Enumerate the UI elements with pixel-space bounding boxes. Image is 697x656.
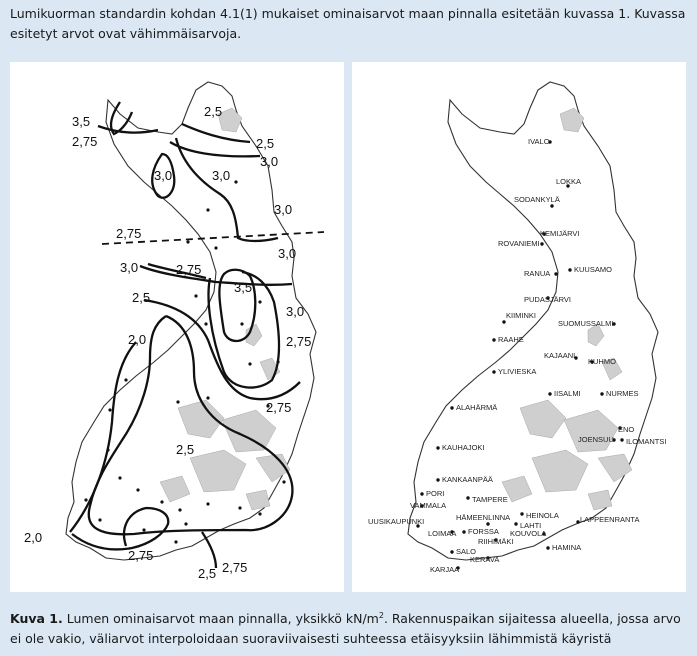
city-label: UUSIKAUPUNKI — [368, 517, 425, 526]
city-label: KARJAA — [430, 565, 460, 574]
city-label: ALAHÄRMÄ — [456, 403, 498, 412]
city-label: NURMES — [606, 389, 639, 398]
isoline-label: 3,0 — [212, 168, 231, 183]
city-label: RIIHIMÄKI — [478, 537, 514, 546]
city-label: LOKKA — [556, 177, 582, 186]
city-label: HEINOLA — [526, 511, 559, 520]
finland-outline — [66, 82, 316, 560]
city-label: SUOMUSSALMI — [558, 319, 614, 328]
figure-caption — [10, 606, 690, 649]
city-label: LAPPEENRANTA — [580, 515, 640, 524]
city-label: KUHMO — [588, 357, 616, 366]
city-label: PUDASJÄRVI — [524, 295, 571, 304]
isoline-label: 3,0 — [278, 246, 297, 261]
city-label: KERAVA — [470, 555, 500, 564]
isoline-label: 2,5 — [176, 442, 195, 457]
city-label: HÄMEENLINNA — [456, 513, 511, 522]
city-label: VAMMALA — [410, 501, 447, 510]
city-label: LOIMAA — [428, 529, 457, 538]
city-label: LAHTI — [520, 521, 542, 530]
intro-paragraph: Lumikuorman standardin kohdan 4.1(1) mukaiset ominaisarvot maan pinnalla esitetään kuvassa 1. Kuvassa esitetyt arvot ovat vähimmäisarvoja. — [10, 6, 686, 41]
city-label: ROVANIEMI — [498, 239, 540, 248]
city-label: PORI — [426, 489, 445, 498]
city-label: FORSSA — [468, 527, 499, 536]
city-label: TAMPERE — [472, 495, 508, 504]
isoline-label: 2,5 — [132, 290, 151, 305]
isoline-label: 2,0 — [24, 530, 43, 545]
city-label: KAUHAJOKI — [442, 443, 485, 452]
city-label: IISALMI — [554, 389, 581, 398]
isoline-label: 3,0 — [120, 260, 139, 275]
isoline-label: 2,75 — [128, 548, 154, 563]
city-label: KUUSAMO — [574, 265, 612, 274]
isoline-label: 2,75 — [116, 226, 142, 241]
city-label: ILOMANTSI — [626, 437, 667, 446]
caption-superscript: 2 — [378, 611, 384, 620]
isoline-label: 2,75 — [176, 262, 202, 277]
caption-prefix: Kuva 1. — [10, 611, 63, 627]
isoline-2-75-southeast — [202, 532, 216, 568]
city-label: KOUVOLA — [510, 529, 547, 538]
city-label: KEMIJÄRVI — [540, 229, 580, 238]
isoline-label: 2,5 — [204, 104, 223, 119]
isoline-label: 3,0 — [274, 202, 293, 217]
isoline-label: 3,5 — [72, 114, 91, 129]
isoline-label: 3,0 — [260, 154, 279, 169]
city-reference-map — [352, 62, 686, 592]
snow-load-map — [10, 62, 344, 592]
caption-text-a: Lumen ominaisarvot maan pinnalla, yksikkö kN/m — [62, 611, 379, 627]
snow-load-map-panel — [10, 62, 344, 592]
caption-text-b: . Rakennuspaikan sijaitessa alueella, jossa arvo ei ole vakio, väliarvot interpoloidaan suoraviivaisesti suhteessa etäisyyksiin lähimmistä käyristä — [10, 611, 681, 647]
isoline-label: 3,0 — [286, 304, 305, 319]
isoline-label: 3,5 — [234, 280, 253, 295]
isoline-label: 2,75 — [286, 334, 312, 349]
city-label: KANKAANPÄÄ — [442, 475, 493, 484]
city-label: YLIVIESKA — [498, 367, 537, 376]
city-label: RAAHE — [498, 335, 524, 344]
city-label: HAMINA — [552, 543, 582, 552]
isoline-label: 2,75 — [72, 134, 98, 149]
isoline-label: 3,0 — [154, 168, 173, 183]
city-label: SALO — [456, 547, 477, 556]
city-label: KAJAANI — [544, 351, 576, 360]
isoline-label: 2,0 — [128, 332, 147, 347]
city-label: IVALO — [528, 137, 550, 146]
city-label: RANUA — [524, 269, 551, 278]
finland-outline — [408, 82, 658, 560]
isoline-label: 2,5 — [256, 136, 275, 151]
city-label: ENO — [618, 425, 635, 434]
isoline-label: 2,75 — [222, 560, 248, 575]
isoline-label: 2,5 — [198, 566, 217, 581]
city-label: SODANKYLÄ — [514, 195, 560, 204]
isoline-label: 2,75 — [266, 400, 292, 415]
city-label: KIIMINKI — [506, 311, 537, 320]
city-reference-map-panel — [352, 62, 686, 592]
city-label: JOENSUU — [578, 435, 614, 444]
